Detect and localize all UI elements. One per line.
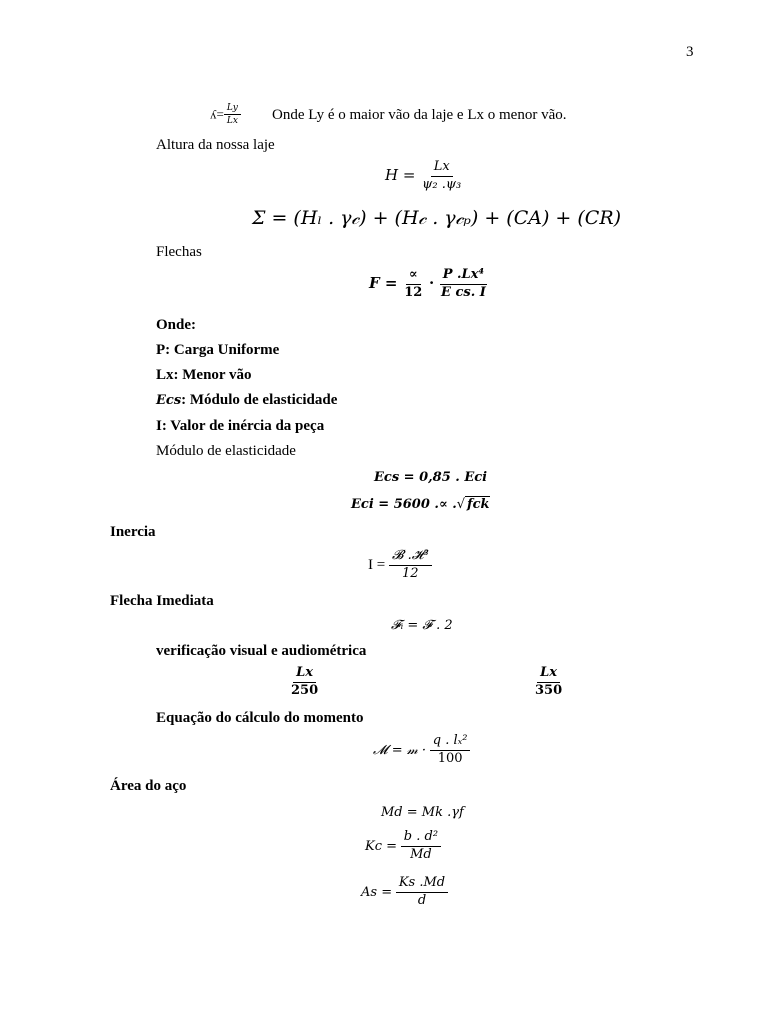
lambda-formula: ʎ= $\frac{Ly}{Lx}$ [210,103,241,127]
inercia-formula: I = $\frac{\text{𝓑 .𝓗³}}{12}$ [368,549,432,582]
sigma-formula: Σ = (Hₗ . γ𝒸) + (H𝒸 . γ𝒸ₚ) + (CA) + (CR) [252,207,622,229]
eci-formula: Eci = 5600 .∝ .√ fck [351,497,490,512]
onde-item-p: P: Carga Uniforme [156,342,280,358]
flecha-imediata-formula: 𝓕ᵢ = 𝓕 . 2 [391,618,453,633]
onde-item-lx: Lx: Menor vão [156,367,252,383]
verificacao-frac-350: $\frac{Lx}{350}$ [535,665,563,698]
area-aco-heading: Área do aço [110,778,187,794]
verificacao-label: verificação visual e audiométrica [156,643,367,659]
onde-item-ecs: Ecs: Módulo de elasticidade [156,392,338,408]
flecha-imediata-heading: Flecha Imediata [110,593,214,609]
momento-formula: 𝓜 = 𝓂 · $\frac{\text{q . lₓ²}}{100}$ [373,734,470,767]
altura-label: Altura da nossa laje [156,137,275,153]
page-number: 3 [686,44,694,60]
lambda-description: Onde Ly é o maior vão da laje e Lx o menor vão. [272,107,567,123]
onde-item-i: I: Valor de inércia da peça [156,418,325,434]
flecha-formula: F = $\frac{\propto}{12}$ · $\frac{\text{P .Lx⁴}}{\text{E cs. I}}$ [369,267,486,300]
inercia-heading: Inercia [110,524,156,540]
as-formula: As = $\frac{Ks .Md}{d}$ [361,876,448,909]
flechas-label: Flechas [156,244,202,260]
onde-title: Onde: [156,317,197,333]
momento-label: Equação do cálculo do momento [156,710,364,726]
ecs-formula: Ecs = 0,85 . Eci [374,470,488,485]
md-formula: Md = Mk .γf [381,805,464,820]
kc-formula: Kc = $\frac{\text{b . d²}}{Md}$ [365,830,441,863]
verificacao-frac-250: $\frac{Lx}{250}$ [291,665,319,698]
altura-formula: H = $\frac{Lx}{\text{ψ₂ .ψ₃}}$ [385,159,462,192]
modulo-label: Módulo de elasticidade [156,443,296,459]
